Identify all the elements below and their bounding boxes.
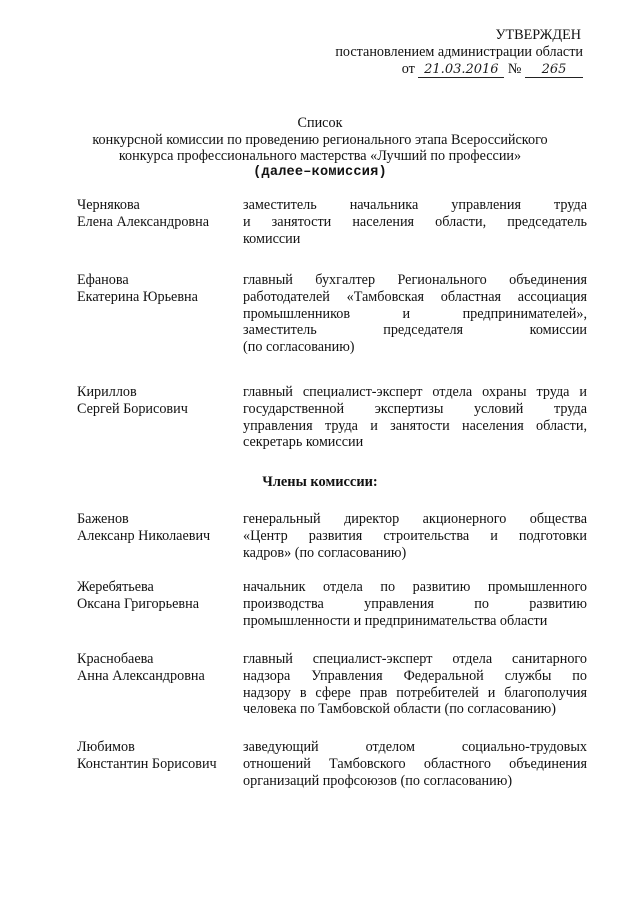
role-line: заместитель председателя комиссии: [243, 322, 587, 339]
role-line: работодателей «Тамбовская областная ассоциация: [243, 288, 587, 305]
person-name: [77, 272, 237, 305]
person-role: [243, 511, 587, 561]
person-name: [77, 197, 237, 230]
approval-date-line: [402, 61, 583, 78]
person-surname: Баженов: [77, 511, 129, 527]
person-given-name: Константин Борисович: [77, 755, 217, 772]
role-line: организаций профсоюзов (по согласованию): [243, 772, 513, 789]
approval-line: постановлением администрации области: [335, 44, 583, 60]
role-line: промышленности и предпринимательства области: [243, 612, 548, 629]
approval-block: [335, 27, 583, 78]
person-given-name: Елена Александровна: [77, 213, 209, 230]
role-line: заместитель начальника управления труда: [243, 197, 587, 213]
role-line: и занятости населения области, председатель: [243, 213, 587, 230]
person-surname: Любимов: [77, 739, 135, 755]
role-line: главный специалист-эксперт отдела санитарного: [243, 651, 587, 667]
person-role: [243, 197, 587, 247]
role-line: секретарь комиссии: [243, 434, 364, 451]
title-line-2: конкурсной комиссии по проведению регионального этапа Всероссийского: [92, 131, 548, 148]
role-line: главный бухгалтер Регионального объединения: [243, 272, 587, 288]
person-surname: Чернякова: [77, 197, 140, 213]
title-line-3: конкурса профессионального мастерства «Лучший по профессии»: [118, 148, 522, 164]
role-line: кадров» (по согласованию): [243, 544, 407, 561]
role-line: «Центр развития строительства и подготовки: [243, 527, 587, 544]
role-line: заведующий отделом социально-трудовых: [243, 739, 587, 755]
role-line: надзора Управления Федеральной службы по: [243, 667, 587, 684]
approval-date: 21.03.2016: [418, 63, 504, 78]
person-name: [77, 511, 237, 544]
approval-heading: УТВЕРЖДЕН: [495, 27, 581, 43]
person-name: [77, 651, 237, 684]
person-name: [77, 579, 237, 612]
person-role: [243, 579, 587, 629]
person-name: [77, 739, 237, 772]
role-line: человека по Тамбовской области (по согласованию): [243, 701, 556, 718]
number-label: №: [507, 61, 522, 77]
person-given-name: Анна Александровна: [77, 667, 205, 684]
role-line: генеральный директор акционерного общества: [243, 511, 587, 527]
role-line: надзору в сфере прав потребителей и благополучия: [243, 684, 587, 701]
person-surname: Жеребятьева: [77, 579, 154, 595]
members-heading: Члены комиссии:: [262, 474, 378, 490]
document-title: [0, 115, 640, 181]
person-role: [243, 651, 587, 718]
role-line: промышленников и предпринимателей»,: [243, 305, 587, 322]
role-line: отношений Тамбовского областного объединения: [243, 755, 587, 772]
role-line: начальник отдела по развитию промышленного: [243, 579, 587, 595]
person-given-name: Екатерина Юрьевна: [77, 288, 198, 305]
role-line: производства управления по развитию: [243, 595, 587, 612]
person-role: [243, 739, 587, 789]
person-role: [243, 272, 587, 356]
role-line: комиссии: [243, 230, 301, 247]
person-given-name: Алексанр Николаевич: [77, 527, 211, 544]
approval-number: 265: [525, 63, 583, 78]
person-surname: Кириллов: [77, 384, 137, 400]
role-line: главный специалист-эксперт отдела охраны труда и: [243, 384, 587, 400]
title-line-1: Список: [297, 115, 343, 131]
person-name: [77, 384, 237, 417]
person-given-name: Сергей Борисович: [77, 400, 188, 417]
person-surname: Ефанова: [77, 272, 129, 288]
person-role: [243, 384, 587, 451]
role-line: (по согласованию): [243, 339, 355, 356]
title-line-4: (далее–комиссия): [253, 164, 387, 180]
role-line: государственной экспертизы условий труда: [243, 400, 587, 417]
person-surname: Краснобаева: [77, 651, 154, 667]
role-line: управления труда и занятости населения области,: [243, 417, 587, 434]
date-prefix: от: [401, 61, 415, 77]
person-given-name: Оксана Григорьевна: [77, 595, 199, 612]
